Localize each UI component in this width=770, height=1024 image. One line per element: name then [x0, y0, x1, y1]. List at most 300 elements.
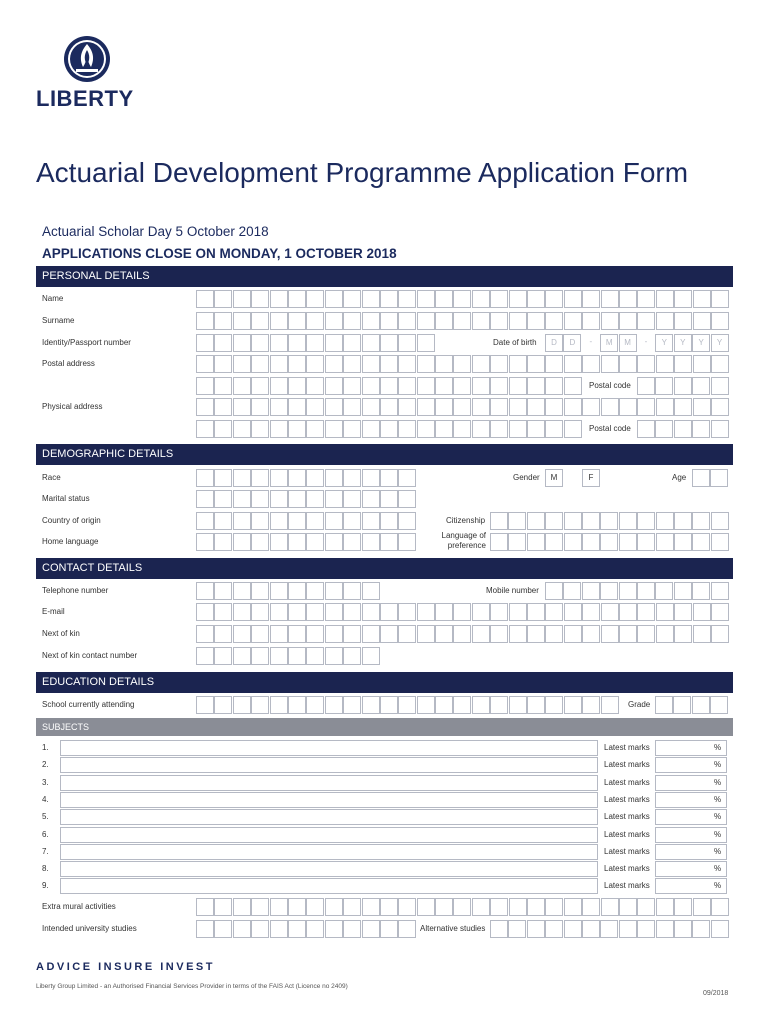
input-cell[interactable] [509, 603, 527, 621]
input-cell[interactable] [656, 898, 674, 916]
input-cell[interactable] [619, 312, 637, 330]
input-cell[interactable] [490, 312, 508, 330]
input-cell[interactable] [251, 512, 269, 530]
input-cell[interactable] [233, 625, 251, 643]
input-cell[interactable] [233, 290, 251, 308]
input-cell[interactable] [251, 603, 269, 621]
input-cell[interactable] [417, 398, 435, 416]
gender-f-box[interactable] [582, 469, 600, 487]
input-cell[interactable] [564, 290, 582, 308]
input-cell[interactable] [325, 334, 343, 352]
input-cell[interactable] [674, 898, 692, 916]
input-cell[interactable] [711, 355, 729, 373]
input-cell[interactable] [233, 696, 251, 714]
input-cell[interactable] [288, 603, 306, 621]
input-cell[interactable] [711, 582, 729, 600]
input-cell[interactable] [343, 290, 361, 308]
input-cell[interactable] [233, 334, 251, 352]
input-cell[interactable] [270, 377, 288, 395]
input-cell[interactable] [527, 696, 545, 714]
input-cell[interactable] [343, 312, 361, 330]
input-cell[interactable] [545, 290, 563, 308]
input-cell[interactable] [453, 355, 471, 373]
input-cell[interactable] [233, 312, 251, 330]
mobile-field[interactable] [545, 582, 729, 600]
input-cell[interactable] [343, 920, 361, 938]
input-cell[interactable] [362, 625, 380, 643]
input-cell[interactable] [545, 898, 563, 916]
input-cell[interactable] [509, 377, 527, 395]
input-cell[interactable] [270, 469, 288, 487]
input-cell[interactable] [398, 512, 416, 530]
name-field[interactable] [196, 290, 729, 308]
input-cell[interactable] [545, 582, 563, 600]
input-cell[interactable] [196, 312, 214, 330]
input-cell[interactable] [693, 898, 711, 916]
input-cell[interactable] [270, 398, 288, 416]
input-cell[interactable] [692, 377, 710, 395]
input-cell[interactable] [692, 696, 710, 714]
input-cell[interactable] [325, 420, 343, 438]
input-cell[interactable] [509, 625, 527, 643]
input-cell[interactable] [490, 696, 508, 714]
input-cell[interactable] [564, 625, 582, 643]
input-cell[interactable] [288, 582, 306, 600]
input-cell[interactable] [196, 512, 214, 530]
input-cell[interactable] [196, 898, 214, 916]
input-cell[interactable] [582, 355, 600, 373]
input-cell[interactable] [527, 312, 545, 330]
input-cell[interactable] [711, 625, 729, 643]
dob-field[interactable] [545, 334, 729, 352]
input-cell[interactable] [600, 533, 618, 551]
input-cell[interactable] [509, 898, 527, 916]
input-cell[interactable] [692, 420, 710, 438]
input-cell[interactable] [527, 603, 545, 621]
input-cell[interactable] [196, 334, 214, 352]
input-cell[interactable] [398, 469, 416, 487]
input-cell[interactable] [472, 398, 490, 416]
input-cell[interactable] [637, 533, 655, 551]
input-cell[interactable] [251, 377, 269, 395]
input-cell[interactable] [656, 625, 674, 643]
input-cell[interactable] [490, 290, 508, 308]
input-cell[interactable] [435, 377, 453, 395]
input-cell[interactable] [380, 398, 398, 416]
input-cell[interactable] [362, 647, 380, 665]
input-cell[interactable] [509, 696, 527, 714]
language-preference-field[interactable] [490, 533, 729, 551]
input-cell[interactable] [214, 469, 232, 487]
alternative-studies-field[interactable] [490, 920, 729, 938]
input-cell[interactable] [435, 898, 453, 916]
input-cell[interactable] [288, 920, 306, 938]
next-of-kin-number-field[interactable] [196, 647, 380, 665]
postal-address-field-2[interactable] [196, 377, 582, 395]
input-cell[interactable] [251, 582, 269, 600]
input-cell[interactable] [214, 533, 232, 551]
input-cell[interactable] [270, 290, 288, 308]
input-cell[interactable] [214, 696, 232, 714]
input-cell[interactable] [711, 377, 729, 395]
input-cell[interactable] [325, 696, 343, 714]
input-cell[interactable] [417, 312, 435, 330]
input-cell[interactable] [196, 490, 214, 508]
input-cell[interactable] [398, 377, 416, 395]
input-cell[interactable] [380, 920, 398, 938]
input-cell[interactable] [582, 582, 600, 600]
input-cell[interactable] [288, 355, 306, 373]
input-cell[interactable] [270, 533, 288, 551]
input-cell[interactable] [453, 625, 471, 643]
input-cell[interactable] [509, 355, 527, 373]
input-cell[interactable] [527, 290, 545, 308]
input-cell[interactable] [637, 312, 655, 330]
input-cell[interactable] [306, 696, 324, 714]
subject-name-field[interactable] [60, 757, 598, 773]
input-cell[interactable] [343, 625, 361, 643]
next-of-kin-field[interactable] [196, 625, 729, 643]
input-cell[interactable] [251, 334, 269, 352]
age-field[interactable] [692, 469, 729, 487]
postal-address-field-1[interactable] [196, 355, 729, 373]
subject-name-field[interactable] [60, 740, 598, 756]
input-cell[interactable] [270, 920, 288, 938]
input-cell[interactable] [233, 920, 251, 938]
input-cell[interactable] [270, 355, 288, 373]
input-cell[interactable] [711, 898, 729, 916]
input-cell[interactable] [398, 312, 416, 330]
input-cell[interactable] [380, 469, 398, 487]
input-cell[interactable] [270, 898, 288, 916]
input-cell[interactable] [380, 696, 398, 714]
input-cell[interactable] [509, 290, 527, 308]
input-cell[interactable] [711, 603, 729, 621]
input-cell[interactable] [637, 512, 655, 530]
input-cell[interactable] [288, 490, 306, 508]
input-cell[interactable] [582, 920, 600, 938]
input-cell[interactable] [380, 377, 398, 395]
input-cell[interactable] [453, 420, 471, 438]
subject-name-field[interactable] [60, 775, 598, 791]
input-cell[interactable] [655, 696, 673, 714]
subject-name-field[interactable] [60, 809, 598, 825]
input-cell[interactable] [214, 290, 232, 308]
input-cell[interactable] [306, 469, 324, 487]
input-cell[interactable] [196, 696, 214, 714]
input-cell[interactable] [619, 533, 637, 551]
input-cell[interactable] [196, 420, 214, 438]
input-cell[interactable] [692, 920, 710, 938]
input-cell[interactable] [270, 490, 288, 508]
input-cell[interactable] [601, 603, 619, 621]
input-cell[interactable] [343, 355, 361, 373]
input-cell[interactable] [214, 512, 232, 530]
input-cell[interactable] [343, 898, 361, 916]
input-cell[interactable] [453, 398, 471, 416]
input-cell[interactable] [527, 420, 545, 438]
input-cell[interactable] [601, 398, 619, 416]
input-cell[interactable] [251, 490, 269, 508]
input-cell[interactable] [619, 290, 637, 308]
input-cell[interactable] [362, 377, 380, 395]
input-cell[interactable] [362, 312, 380, 330]
input-cell[interactable] [325, 490, 343, 508]
input-cell[interactable] [343, 469, 361, 487]
input-cell[interactable] [564, 398, 582, 416]
input-cell[interactable] [306, 398, 324, 416]
input-cell[interactable] [545, 603, 563, 621]
input-cell[interactable] [380, 512, 398, 530]
input-cell[interactable] [674, 312, 692, 330]
surname-field[interactable] [196, 312, 729, 330]
input-cell[interactable] [362, 334, 380, 352]
input-cell[interactable] [417, 696, 435, 714]
input-cell[interactable] [655, 377, 673, 395]
input-cell[interactable] [325, 398, 343, 416]
input-cell[interactable] [711, 290, 729, 308]
input-cell[interactable] [619, 582, 637, 600]
input-cell[interactable] [343, 398, 361, 416]
input-cell[interactable] [196, 625, 214, 643]
input-cell[interactable] [600, 512, 618, 530]
input-cell[interactable] [564, 920, 582, 938]
input-cell[interactable] [545, 398, 563, 416]
input-cell[interactable] [711, 512, 729, 530]
input-cell[interactable] [490, 603, 508, 621]
input-cell[interactable] [306, 898, 324, 916]
input-cell[interactable] [325, 512, 343, 530]
input-cell[interactable] [674, 533, 692, 551]
postal-code-field[interactable] [637, 377, 729, 395]
input-cell[interactable] [214, 334, 232, 352]
input-cell[interactable] [472, 377, 490, 395]
input-cell[interactable] [472, 355, 490, 373]
input-cell[interactable] [693, 355, 711, 373]
input-cell[interactable] [417, 377, 435, 395]
input-cell[interactable] [527, 398, 545, 416]
input-cell[interactable] [601, 290, 619, 308]
input-cell[interactable] [288, 512, 306, 530]
input-cell[interactable] [214, 647, 232, 665]
input-cell[interactable] [288, 312, 306, 330]
input-cell[interactable] [306, 647, 324, 665]
input-cell[interactable] [655, 582, 673, 600]
input-cell[interactable] [527, 355, 545, 373]
input-cell[interactable] [619, 920, 637, 938]
input-cell[interactable] [325, 603, 343, 621]
input-cell[interactable] [214, 355, 232, 373]
input-cell[interactable] [545, 312, 563, 330]
input-cell[interactable] [196, 920, 214, 938]
input-cell[interactable] [325, 290, 343, 308]
input-cell[interactable] [619, 603, 637, 621]
input-cell[interactable] [233, 898, 251, 916]
input-cell[interactable] [251, 290, 269, 308]
input-cell[interactable] [674, 377, 692, 395]
input-cell[interactable] [306, 420, 324, 438]
input-cell[interactable] [674, 420, 692, 438]
input-cell[interactable] [398, 898, 416, 916]
subject-name-field[interactable] [60, 827, 598, 843]
input-cell[interactable] [692, 533, 710, 551]
input-cell[interactable] [380, 625, 398, 643]
input-cell[interactable] [196, 398, 214, 416]
input-cell[interactable] [527, 533, 545, 551]
input-cell[interactable] [435, 290, 453, 308]
input-cell[interactable] [343, 334, 361, 352]
input-cell[interactable] [362, 533, 380, 551]
race-field[interactable] [196, 469, 417, 487]
input-cell[interactable] [711, 420, 729, 438]
input-cell[interactable] [545, 377, 563, 395]
input-cell[interactable] [288, 647, 306, 665]
input-cell[interactable] [637, 898, 655, 916]
input-cell[interactable] [601, 696, 619, 714]
input-cell[interactable] [362, 290, 380, 308]
physical-postal-code-field[interactable] [637, 420, 729, 438]
input-cell[interactable] [693, 312, 711, 330]
input-cell[interactable] [233, 533, 251, 551]
input-cell[interactable] [601, 625, 619, 643]
input-cell[interactable] [398, 625, 416, 643]
input-cell[interactable] [417, 898, 435, 916]
input-cell[interactable] [582, 533, 600, 551]
input-cell[interactable] [325, 920, 343, 938]
input-cell[interactable] [288, 469, 306, 487]
input-cell[interactable] [343, 512, 361, 530]
input-cell[interactable] [251, 398, 269, 416]
input-cell[interactable] [233, 512, 251, 530]
input-cell[interactable] [693, 625, 711, 643]
input-cell[interactable] [380, 290, 398, 308]
input-cell[interactable] [637, 398, 655, 416]
input-cell[interactable] [564, 512, 582, 530]
input-cell[interactable] [398, 398, 416, 416]
input-cell[interactable] [582, 696, 600, 714]
input-cell[interactable] [564, 533, 582, 551]
input-cell[interactable] [435, 398, 453, 416]
input-cell[interactable] [619, 398, 637, 416]
input-cell[interactable] [601, 355, 619, 373]
input-cell[interactable] [398, 290, 416, 308]
input-cell[interactable] [564, 696, 582, 714]
input-cell[interactable] [306, 377, 324, 395]
input-cell[interactable] [325, 469, 343, 487]
input-cell[interactable] [601, 312, 619, 330]
input-cell[interactable] [362, 398, 380, 416]
input-cell[interactable] [711, 398, 729, 416]
input-cell[interactable] [472, 312, 490, 330]
input-cell[interactable] [619, 898, 637, 916]
input-cell[interactable] [490, 512, 508, 530]
input-cell[interactable] [306, 355, 324, 373]
input-cell[interactable] [711, 920, 729, 938]
input-cell[interactable] [637, 603, 655, 621]
input-cell[interactable] [270, 647, 288, 665]
input-cell[interactable] [325, 647, 343, 665]
input-cell[interactable] [306, 582, 324, 600]
input-cell[interactable] [362, 898, 380, 916]
input-cell[interactable] [710, 696, 728, 714]
input-cell[interactable] [693, 290, 711, 308]
input-cell[interactable] [233, 377, 251, 395]
input-cell[interactable] [453, 898, 471, 916]
input-cell[interactable] [435, 625, 453, 643]
input-cell[interactable] [196, 582, 214, 600]
input-cell[interactable] [582, 898, 600, 916]
input-cell[interactable] [693, 603, 711, 621]
input-cell[interactable] [545, 512, 563, 530]
input-cell[interactable] [270, 625, 288, 643]
input-cell[interactable] [637, 625, 655, 643]
input-cell[interactable] [362, 582, 380, 600]
input-cell[interactable] [380, 603, 398, 621]
input-cell[interactable] [453, 603, 471, 621]
input-cell[interactable] [564, 312, 582, 330]
input-cell[interactable] [380, 420, 398, 438]
id-field[interactable] [196, 334, 435, 352]
input-cell[interactable] [490, 398, 508, 416]
input-cell[interactable] [582, 398, 600, 416]
input-cell[interactable] [656, 312, 674, 330]
input-cell[interactable] [270, 696, 288, 714]
input-cell[interactable] [564, 355, 582, 373]
input-cell[interactable] [343, 603, 361, 621]
input-cell[interactable] [325, 898, 343, 916]
university-field[interactable] [196, 920, 417, 938]
input-cell[interactable] [251, 920, 269, 938]
input-cell[interactable] [692, 512, 710, 530]
input-cell[interactable] [637, 290, 655, 308]
input-cell[interactable] [270, 512, 288, 530]
input-cell[interactable] [453, 377, 471, 395]
citizenship-field[interactable] [490, 512, 729, 530]
input-cell[interactable] [637, 920, 655, 938]
input-cell[interactable] [564, 377, 582, 395]
input-cell[interactable] [380, 898, 398, 916]
input-cell[interactable] [214, 398, 232, 416]
input-cell[interactable] [563, 582, 581, 600]
input-cell[interactable] [251, 696, 269, 714]
input-cell[interactable] [674, 398, 692, 416]
input-cell[interactable] [417, 603, 435, 621]
input-cell[interactable] [545, 420, 563, 438]
input-cell[interactable] [398, 355, 416, 373]
input-cell[interactable] [380, 312, 398, 330]
input-cell[interactable] [508, 920, 526, 938]
input-cell[interactable] [435, 696, 453, 714]
input-cell[interactable] [417, 355, 435, 373]
input-cell[interactable] [380, 490, 398, 508]
input-cell[interactable] [564, 603, 582, 621]
input-cell[interactable] [435, 355, 453, 373]
input-cell[interactable] [233, 469, 251, 487]
input-cell[interactable] [288, 898, 306, 916]
input-cell[interactable] [214, 312, 232, 330]
input-cell[interactable] [380, 355, 398, 373]
input-cell[interactable] [692, 582, 710, 600]
input-cell[interactable] [674, 625, 692, 643]
input-cell[interactable] [564, 898, 582, 916]
input-cell[interactable] [545, 625, 563, 643]
input-cell[interactable] [417, 420, 435, 438]
input-cell[interactable] [527, 512, 545, 530]
input-cell[interactable] [325, 355, 343, 373]
input-cell[interactable] [619, 355, 637, 373]
input-cell[interactable] [251, 420, 269, 438]
subject-name-field[interactable] [60, 844, 598, 860]
